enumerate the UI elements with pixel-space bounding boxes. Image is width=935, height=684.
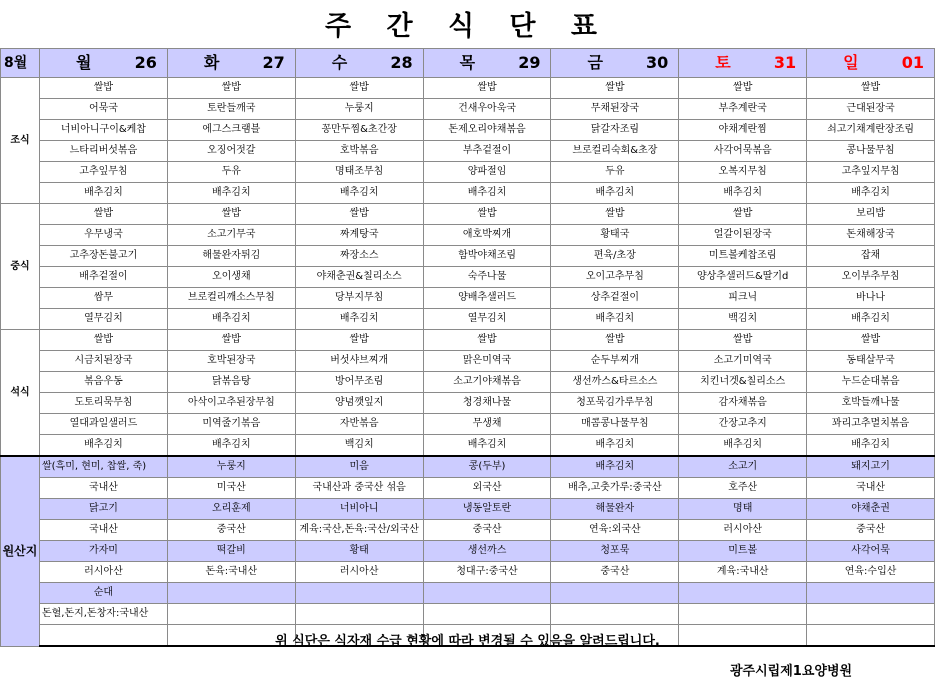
- origin-cell: 콩(두부): [423, 456, 551, 478]
- origin-cell: 냉동알토란: [423, 499, 551, 520]
- origin-cell: 황태: [295, 541, 423, 562]
- origin-cell: 해물완자: [551, 499, 679, 520]
- menu-cell: 닭볶음탕: [167, 372, 295, 393]
- menu-cell: 볶음우동: [39, 372, 167, 393]
- menu-cell: 애호박찌개: [423, 225, 551, 246]
- origin-cell: 명태: [679, 499, 807, 520]
- day-header-content: [424, 55, 551, 71]
- menu-row: [1, 246, 935, 267]
- origin-cell: 야채춘권: [807, 499, 935, 520]
- day-header-content: [807, 55, 934, 71]
- menu-cell: 배추김치: [295, 183, 423, 204]
- menu-cell: 쌀밥: [551, 330, 679, 351]
- menu-cell: 배추김치: [39, 183, 167, 204]
- origin-cell: 국내산: [39, 520, 167, 541]
- month-label: 8월: [1, 49, 40, 78]
- day-name: 화: [203, 53, 220, 72]
- menu-row: [1, 183, 935, 204]
- menu-cell: 맑은미역국: [423, 351, 551, 372]
- menu-cell: 순두부찌개: [551, 351, 679, 372]
- origin-label: 원산지: [1, 456, 40, 646]
- day-date: 30: [646, 53, 669, 72]
- origin-cell: [679, 583, 807, 604]
- day-name: 금: [587, 53, 603, 72]
- origin-cell: [423, 604, 551, 625]
- menu-cell: 배추김치: [551, 435, 679, 457]
- menu-cell: 도토리묵무침: [39, 393, 167, 414]
- menu-cell: 간장고추지: [679, 414, 807, 435]
- menu-row: [1, 225, 935, 246]
- notice-text: 위 식단은 식자재 수급 현황에 따라 변경될 수 있음을 알려드립니다.: [275, 634, 660, 649]
- menu-cell: 너비아니구이&케찹: [39, 120, 167, 141]
- origin-cell: 가자미: [39, 541, 167, 562]
- day-date: 26: [134, 53, 157, 72]
- origin-cell: 청포묵: [551, 541, 679, 562]
- menu-cell: 배추김치: [679, 183, 807, 204]
- menu-cell: 쌀밥: [167, 204, 295, 225]
- menu-cell: 쌀밥: [679, 78, 807, 99]
- menu-cell: 쌀밥: [39, 204, 167, 225]
- menu-cell: 부추계란국: [679, 99, 807, 120]
- menu-cell: 매콤콩나물무침: [551, 414, 679, 435]
- origin-cell: [551, 583, 679, 604]
- origin-cell: 러시아산: [679, 520, 807, 541]
- menu-cell: 두유: [167, 162, 295, 183]
- menu-cell: 배추김치: [295, 309, 423, 330]
- menu-cell: 양파절임: [423, 162, 551, 183]
- origin-cell: 국내산과 중국산 섞음: [295, 478, 423, 499]
- menu-cell: 편육/초장: [551, 246, 679, 267]
- menu-cell: 버섯샤브찌개: [295, 351, 423, 372]
- menu-cell: 쌀밥: [167, 78, 295, 99]
- menu-row: [1, 141, 935, 162]
- origin-cell: [551, 604, 679, 625]
- menu-cell: 쇠고기채계란장조림: [807, 120, 935, 141]
- menu-row: [1, 330, 935, 351]
- day-date: 01: [901, 53, 924, 72]
- menu-row: [1, 351, 935, 372]
- menu-cell: 황태국: [551, 225, 679, 246]
- menu-cell: 배추김치: [807, 435, 935, 457]
- menu-row: [1, 288, 935, 309]
- origin-cell: 국내산: [807, 478, 935, 499]
- day-header: [295, 49, 423, 78]
- menu-cell: 배추김치: [423, 435, 551, 457]
- menu-row: [1, 120, 935, 141]
- menu-cell: 배추김치: [167, 435, 295, 457]
- menu-cell: 짜장소스: [295, 246, 423, 267]
- origin-cell: 청대구:중국산: [423, 562, 551, 583]
- origin-cell: 돈육:국내산: [167, 562, 295, 583]
- menu-row: [1, 435, 935, 457]
- day-header-content: [40, 55, 167, 71]
- origin-cell: 누룽지: [167, 456, 295, 478]
- menu-cell: 해물완자튀김: [167, 246, 295, 267]
- menu-cell: 잡채: [807, 246, 935, 267]
- menu-row: [1, 99, 935, 120]
- day-header: [167, 49, 295, 78]
- origin-cell: 순대: [39, 583, 167, 604]
- menu-cell: 방어무조림: [295, 372, 423, 393]
- menu-cell: 보리밥: [807, 204, 935, 225]
- menu-cell: 오징어젓갈: [167, 141, 295, 162]
- origin-cell: [167, 583, 295, 604]
- origin-cell: 러시아산: [295, 562, 423, 583]
- menu-cell: 얼갈이된장국: [679, 225, 807, 246]
- weekly-menu-table: [0, 48, 935, 647]
- menu-cell: 배추김치: [39, 435, 167, 457]
- meal-label: 중식: [1, 204, 40, 330]
- origin-cell: 러시아산: [39, 562, 167, 583]
- menu-row: [1, 372, 935, 393]
- menu-cell: 쌀밥: [679, 204, 807, 225]
- origin-cell: 연육:수입산: [807, 562, 935, 583]
- menu-cell: 야채계란찜: [679, 120, 807, 141]
- page-title: 주 간 식 단 표: [324, 10, 610, 42]
- menu-cell: 고추잎지무침: [807, 162, 935, 183]
- origin-cell: 미음: [295, 456, 423, 478]
- menu-cell: 쌀밥: [551, 78, 679, 99]
- origin-cell: 미트볼: [679, 541, 807, 562]
- menu-cell: 오이고추무침: [551, 267, 679, 288]
- menu-cell: 누룽지: [295, 99, 423, 120]
- menu-cell: 배추김치: [167, 183, 295, 204]
- menu-cell: 배추김치: [167, 309, 295, 330]
- origin-cell: 외국산: [423, 478, 551, 499]
- menu-cell: 오이부추무침: [807, 267, 935, 288]
- menu-cell: 배추김치: [807, 183, 935, 204]
- origin-cell: 떡갈비: [167, 541, 295, 562]
- menu-cell: 쌀밥: [551, 204, 679, 225]
- menu-cell: 자반볶음: [295, 414, 423, 435]
- day-header: [39, 49, 167, 78]
- menu-cell: 브로컬리숙회&초장: [551, 141, 679, 162]
- day-header-content: [679, 55, 806, 71]
- origin-cell: 배추김치: [551, 456, 679, 478]
- origin-cell: 국내산: [39, 478, 167, 499]
- menu-cell: 열무김치: [423, 309, 551, 330]
- menu-row: [1, 78, 935, 99]
- menu-cell: 오복지무침: [679, 162, 807, 183]
- day-name: 일: [843, 53, 859, 72]
- menu-cell: 치킨너겟&칠리소스: [679, 372, 807, 393]
- menu-cell: 꽈리고추멸치볶음: [807, 414, 935, 435]
- menu-cell: 돈채해장국: [807, 225, 935, 246]
- origin-row: [1, 456, 935, 478]
- menu-cell: 백김치: [679, 309, 807, 330]
- day-date: 27: [262, 53, 285, 72]
- menu-cell: 바나나: [807, 288, 935, 309]
- menu-row: [1, 204, 935, 225]
- day-header-content: [551, 55, 678, 71]
- day-header: [551, 49, 679, 78]
- origin-row: [1, 604, 935, 625]
- menu-cell: 야채춘권&칠리소스: [295, 267, 423, 288]
- origin-cell: 중국산: [423, 520, 551, 541]
- menu-cell: 토란들깨국: [167, 99, 295, 120]
- menu-cell: 건새우아욱국: [423, 99, 551, 120]
- day-date: 31: [773, 53, 797, 72]
- menu-cell: 꽁만두찜&초간장: [295, 120, 423, 141]
- menu-cell: 호박볶음: [295, 141, 423, 162]
- origin-cell: 생선까스: [423, 541, 551, 562]
- menu-cell: 우무냉국: [39, 225, 167, 246]
- menu-cell: 근대된장국: [807, 99, 935, 120]
- day-name: 목: [459, 53, 476, 72]
- menu-cell: 호박된장국: [167, 351, 295, 372]
- origin-cell: 사각어묵: [807, 541, 935, 562]
- menu-cell: 무채된장국: [551, 99, 679, 120]
- menu-cell: 어묵국: [39, 99, 167, 120]
- meal-label: 조식: [1, 78, 40, 204]
- menu-row: [1, 309, 935, 330]
- origin-row: [1, 583, 935, 604]
- menu-cell: 쌀밥: [295, 78, 423, 99]
- menu-cell: 쌀밥: [423, 204, 551, 225]
- menu-cell: 양념깻잎지: [295, 393, 423, 414]
- day-header-content: [296, 55, 423, 71]
- origin-cell: [807, 583, 935, 604]
- menu-cell: 닭갈자조림: [551, 120, 679, 141]
- menu-row: [1, 267, 935, 288]
- menu-cell: 상추겉절이: [551, 288, 679, 309]
- origin-cell: [679, 604, 807, 625]
- origin-cell: 호주산: [679, 478, 807, 499]
- menu-cell: 콩나물무침: [807, 141, 935, 162]
- menu-cell: 쌀밥: [807, 78, 935, 99]
- menu-cell: 두유: [551, 162, 679, 183]
- menu-cell: 오이생채: [167, 267, 295, 288]
- menu-cell: 쌀밥: [807, 330, 935, 351]
- menu-cell: 돈제오리야채볶음: [423, 120, 551, 141]
- menu-cell: 양상추샐러드&딸기d: [679, 267, 807, 288]
- menu-cell: 무생채: [423, 414, 551, 435]
- menu-cell: 시금치된장국: [39, 351, 167, 372]
- origin-cell: 연육:외국산: [551, 520, 679, 541]
- menu-cell: 청경채나물: [423, 393, 551, 414]
- origin-row: [1, 499, 935, 520]
- origin-cell: 소고기: [679, 456, 807, 478]
- menu-cell: 배추김치: [679, 435, 807, 457]
- origin-cell: [167, 604, 295, 625]
- menu-cell: 사각어묵볶음: [679, 141, 807, 162]
- menu-cell: 쌀밥: [39, 78, 167, 99]
- origin-cell: 돈혈,돈지,돈창자:국내산: [39, 604, 167, 625]
- menu-cell: 쌀밥: [295, 330, 423, 351]
- origin-cell: 오리훈제: [167, 499, 295, 520]
- origin-cell: 미국산: [167, 478, 295, 499]
- menu-row: [1, 393, 935, 414]
- origin-cell: [295, 604, 423, 625]
- day-date: 28: [390, 53, 413, 72]
- menu-cell: 감자채볶음: [679, 393, 807, 414]
- menu-cell: 양배추샐러드: [423, 288, 551, 309]
- menu-cell: 미역줄기볶음: [167, 414, 295, 435]
- origin-cell: 닭고기: [39, 499, 167, 520]
- header-row: [1, 49, 935, 78]
- day-name: 월: [75, 53, 92, 72]
- menu-cell: 느타리버섯볶음: [39, 141, 167, 162]
- menu-row: [1, 414, 935, 435]
- origin-cell: 너비아니: [295, 499, 423, 520]
- day-name: 토: [715, 53, 731, 72]
- menu-cell: 소고기야채볶음: [423, 372, 551, 393]
- origin-cell: 돼지고기: [807, 456, 935, 478]
- menu-cell: 쌀밥: [39, 330, 167, 351]
- menu-cell: 누드순대볶음: [807, 372, 935, 393]
- origin-cell: 중국산: [551, 562, 679, 583]
- menu-cell: 열무김치: [39, 309, 167, 330]
- menu-cell: 부추겉절이: [423, 141, 551, 162]
- hospital-name: 광주시립제1요양병원: [730, 664, 853, 679]
- day-header-content: [168, 55, 295, 71]
- origin-row: [1, 478, 935, 499]
- menu-cell: 소고기무국: [167, 225, 295, 246]
- meal-label: 석식: [1, 330, 40, 457]
- menu-cell: 명태조무침: [295, 162, 423, 183]
- origin-cell: [807, 604, 935, 625]
- origin-cell: 쌀(흑미, 현미, 찹쌀, 죽): [39, 456, 167, 478]
- menu-cell: 미트볼케찹조림: [679, 246, 807, 267]
- origin-cell: 배추,고춧가루:중국산: [551, 478, 679, 499]
- origin-row: [1, 520, 935, 541]
- menu-cell: 배추김치: [551, 309, 679, 330]
- origin-cell: [423, 583, 551, 604]
- day-header: [807, 49, 935, 78]
- origin-cell: 계육:국내산: [679, 562, 807, 583]
- menu-cell: 열대과일샐러드: [39, 414, 167, 435]
- origin-cell: 중국산: [167, 520, 295, 541]
- menu-cell: 배추김치: [423, 183, 551, 204]
- menu-cell: 백김치: [295, 435, 423, 457]
- menu-cell: 호박들깨나물: [807, 393, 935, 414]
- menu-cell: 쌈무: [39, 288, 167, 309]
- menu-cell: 쌀밥: [423, 330, 551, 351]
- menu-cell: 고추장돈불고기: [39, 246, 167, 267]
- day-header: [423, 49, 551, 78]
- menu-cell: 에그스크램블: [167, 120, 295, 141]
- menu-cell: 쌀밥: [423, 78, 551, 99]
- menu-cell: 당부지무침: [295, 288, 423, 309]
- menu-cell: 고추잎무침: [39, 162, 167, 183]
- origin-cell: 중국산: [807, 520, 935, 541]
- menu-cell: 함박야채조림: [423, 246, 551, 267]
- origin-row: [1, 541, 935, 562]
- day-header: [679, 49, 807, 78]
- menu-cell: 아삭이고추된장무침: [167, 393, 295, 414]
- origin-row: [1, 562, 935, 583]
- menu-cell: 짜계탕국: [295, 225, 423, 246]
- menu-cell: 쌀밥: [167, 330, 295, 351]
- menu-cell: 쌀밥: [295, 204, 423, 225]
- menu-cell: 숙주나물: [423, 267, 551, 288]
- menu-cell: 동태살무국: [807, 351, 935, 372]
- menu-cell: 청포묵김가루무침: [551, 393, 679, 414]
- menu-cell: 배추겉절이: [39, 267, 167, 288]
- menu-cell: 피크닉: [679, 288, 807, 309]
- menu-row: [1, 162, 935, 183]
- origin-cell: [295, 583, 423, 604]
- menu-cell: 배추김치: [807, 309, 935, 330]
- day-name: 수: [331, 53, 348, 72]
- menu-cell: 배추김치: [551, 183, 679, 204]
- menu-cell: 소고기미역국: [679, 351, 807, 372]
- menu-cell: 쌀밥: [679, 330, 807, 351]
- origin-cell: 계육:국산,돈육:국산/외국산: [295, 520, 423, 541]
- menu-cell: 브로컬리깨소스무침: [167, 288, 295, 309]
- day-date: 29: [518, 53, 541, 72]
- menu-cell: 생선까스&타르소스: [551, 372, 679, 393]
